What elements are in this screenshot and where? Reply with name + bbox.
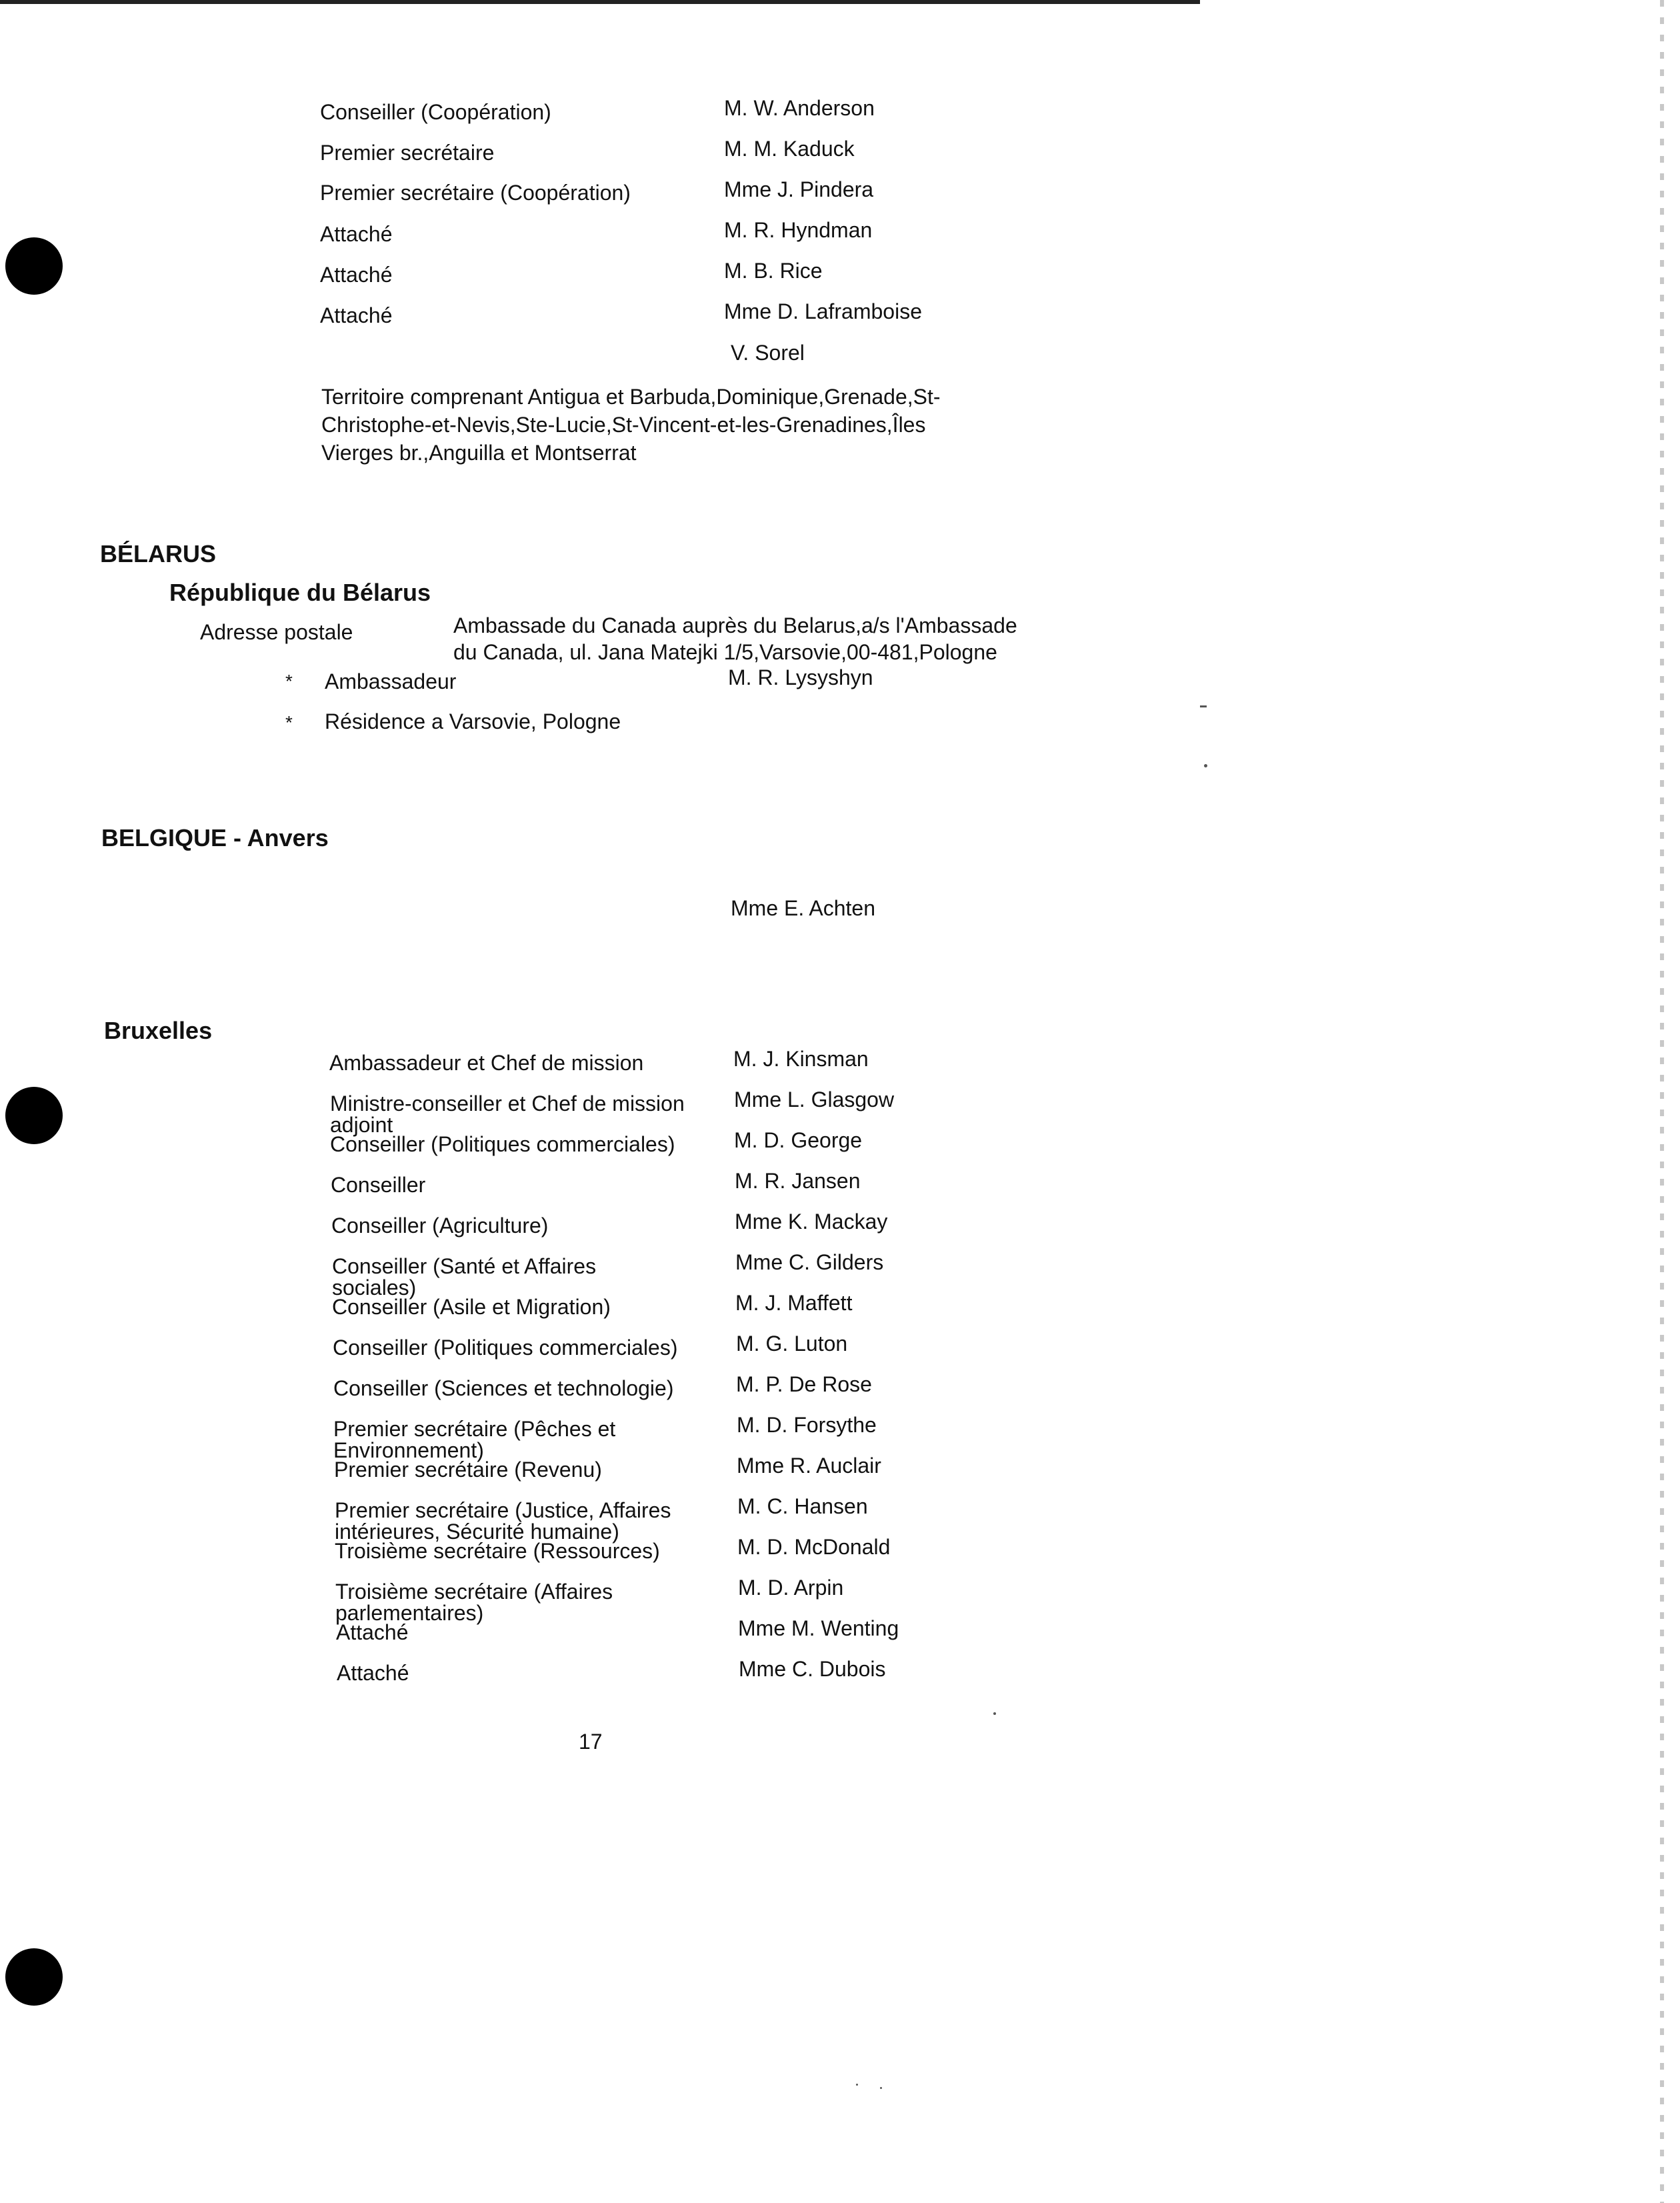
bruxelles-name: M. D. George: [734, 1128, 863, 1152]
top-name-6: V. Sorel: [731, 341, 805, 365]
bullet-marker: *: [285, 712, 293, 733]
bruxelles-title: Conseiller: [331, 1173, 426, 1197]
bruxelles-title: Conseiller (Asile et Migration): [332, 1295, 611, 1319]
bullet-marker: *: [285, 671, 293, 691]
bruxelles-name: Mme C. Gilders: [735, 1250, 884, 1274]
belarus-heading: BÉLARUS: [100, 540, 217, 567]
bruxelles-name: M. P. De Rose: [736, 1372, 872, 1396]
top-name-0: M. W. Anderson: [724, 96, 875, 120]
territory-line: Territoire comprenant Antigua et Barbuda,Dominique,Grenade,St-: [321, 385, 941, 409]
bruxelles-name: Mme L. Glasgow: [734, 1087, 895, 1112]
bruxelles-title: Troisième secrétaire (Affaires: [335, 1580, 613, 1604]
bruxelles-title: Premier secrétaire (Pêches et: [333, 1417, 616, 1441]
belarus-ambassador-title: Ambassadeur: [325, 669, 457, 693]
scan-top-edge: [0, 0, 1200, 4]
bruxelles-title: Conseiller (Sciences et technologie): [333, 1376, 674, 1400]
belarus-address-line: Ambassade du Canada auprès du Belarus,a/s l'Ambassade: [453, 613, 1017, 637]
top-title-2: Premier secrétaire (Coopération): [320, 181, 631, 205]
bruxelles-title-continued: intérieures, Sécurité humaine): [335, 1520, 619, 1544]
bruxelles-title: Conseiller (Agriculture): [331, 1214, 549, 1238]
punch-hole-middle: [5, 1087, 63, 1144]
punch-hole-top: [5, 237, 63, 295]
belarus-ambassador-name: M. R. Lysyshyn: [728, 665, 873, 689]
bruxelles-title-continued: adjoint: [330, 1113, 393, 1137]
bruxelles-name: Mme R. Auclair: [737, 1454, 881, 1478]
belarus-residence: Résidence a Varsovie, Pologne: [325, 709, 621, 733]
top-title-0: Conseiller (Coopération): [320, 100, 551, 124]
bruxelles-title: Conseiller (Politiques commerciales): [333, 1336, 678, 1360]
top-name-2: Mme J. Pindera: [724, 177, 874, 201]
territory-note: [321, 383, 941, 467]
bruxelles-name: Mme M. Wenting: [738, 1616, 899, 1640]
anvers-heading: BELGIQUE - Anvers: [101, 824, 329, 851]
territory-line: Vierges br.,Anguilla et Montserrat: [321, 441, 637, 465]
bruxelles-title-continued: parlementaires): [335, 1601, 484, 1625]
top-name-1: M. M. Kaduck: [724, 137, 855, 161]
top-title-3: Attaché: [320, 222, 393, 246]
top-title-4: Attaché: [320, 263, 393, 287]
belarus-address-line: du Canada, ul. Jana Matejki 1/5,Varsovie,00-481,Pologne: [453, 640, 997, 664]
bruxelles-name: M. R. Jansen: [735, 1169, 861, 1193]
bruxelles-title: Premier secrétaire (Revenu): [334, 1458, 602, 1482]
belarus-subheading: République du Bélarus: [169, 579, 431, 606]
territory-line: Christophe-et-Nevis,Ste-Lucie,St-Vincent-et-les-Grenadines,Îles: [321, 413, 926, 437]
bruxelles-name: M. G. Luton: [736, 1332, 848, 1356]
bruxelles-name: M. C. Hansen: [737, 1494, 868, 1518]
bruxelles-title: Conseiller (Santé et Affaires: [332, 1254, 597, 1278]
top-name-5: Mme D. Laframboise: [724, 299, 922, 323]
bruxelles-name: Mme C. Dubois: [739, 1657, 886, 1681]
bruxelles-name: Mme K. Mackay: [735, 1210, 888, 1234]
bruxelles-title-continued: Environnement): [333, 1438, 484, 1462]
top-title-5: Attaché: [320, 303, 393, 327]
top-name-3: M. R. Hyndman: [724, 218, 873, 242]
bruxelles-title: Attaché: [337, 1661, 409, 1685]
bruxelles-title: Premier secrétaire (Justice, Affaires: [335, 1498, 671, 1522]
bruxelles-title: Ministre-conseiller et Chef de mission: [330, 1091, 685, 1116]
bruxelles-title: Attaché: [336, 1620, 409, 1644]
top-title-1: Premier secrétaire: [320, 141, 495, 165]
bruxelles-title: Ambassadeur et Chef de mission: [329, 1051, 644, 1075]
punch-hole-bottom: [5, 1948, 63, 2006]
bruxelles-name: M. J. Maffett: [735, 1291, 853, 1315]
bruxelles-title: Troisième secrétaire (Ressources): [335, 1539, 660, 1563]
bruxelles-title-continued: sociales): [332, 1276, 417, 1300]
belarus-address-label: Adresse postale: [200, 620, 353, 644]
page-number: 17: [579, 1730, 603, 1754]
anvers-name: Mme E. Achten: [731, 896, 875, 920]
bruxelles-name: M. D. McDonald: [737, 1535, 891, 1559]
bruxelles-name: M. J. Kinsman: [733, 1047, 869, 1071]
bruxelles-title: Conseiller (Politiques commerciales): [330, 1132, 675, 1156]
bruxelles-heading: Bruxelles: [104, 1017, 213, 1044]
scan-right-edge: [1660, 0, 1664, 2203]
top-name-4: M. B. Rice: [724, 259, 823, 283]
belarus-address: [453, 612, 1017, 665]
bruxelles-name: M. D. Arpin: [738, 1576, 844, 1600]
bruxelles-name: M. D. Forsythe: [737, 1413, 877, 1437]
